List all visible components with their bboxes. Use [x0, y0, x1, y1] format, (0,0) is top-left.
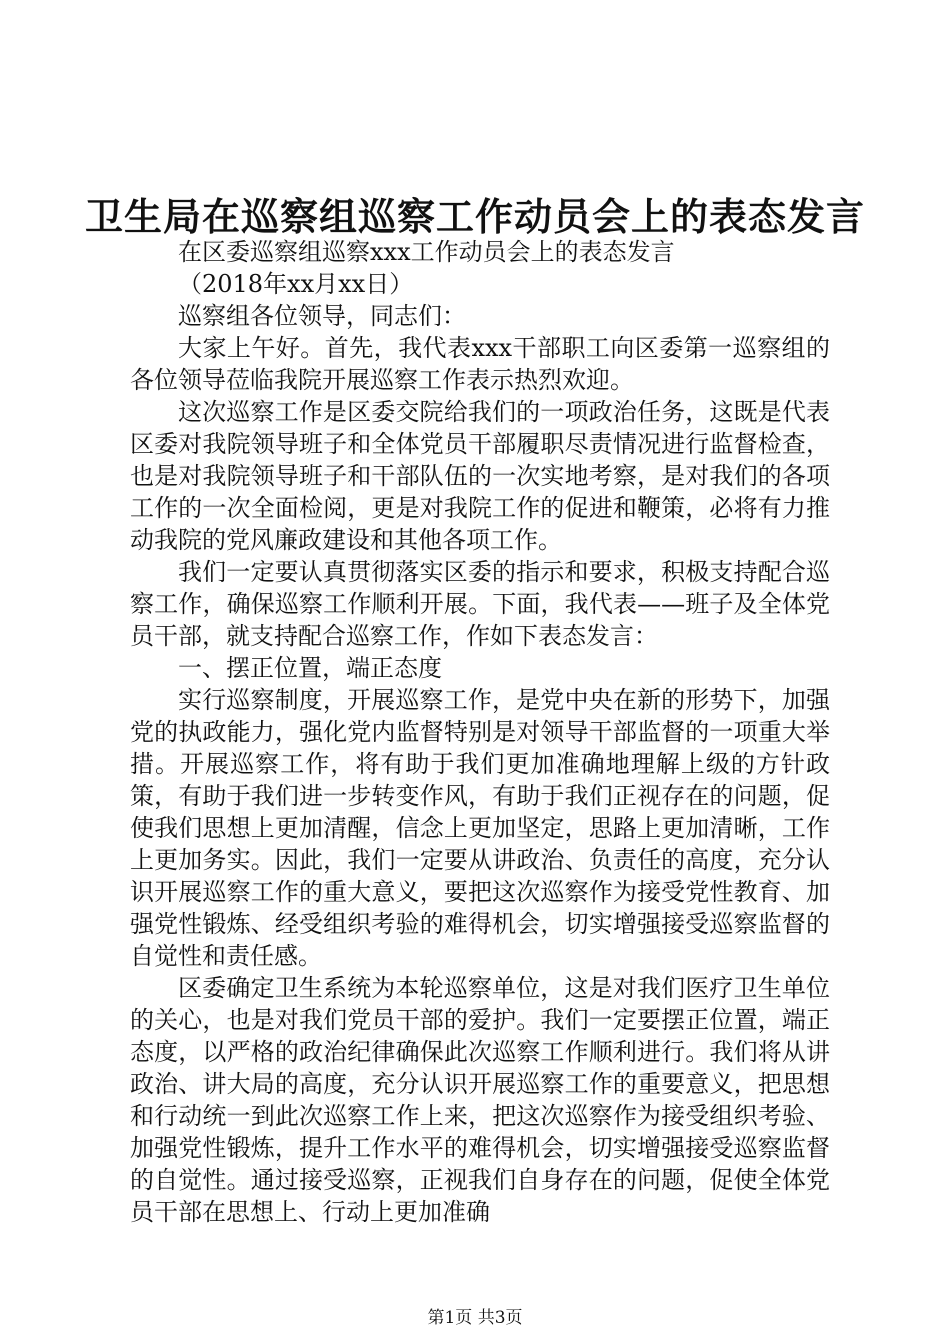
document-title: 卫生局在巡察组巡察工作动员会上的表态发言 [84, 195, 865, 239]
salutation-paragraph: 巡察组各位领导，同志们： [178, 302, 466, 330]
body-paragraph: 实行巡察制度，开展巡察工作，是党中央在新的形势下，加强党的执政能力，强化党内监督特别是对领导干部监督的一项重大举措。开展巡察工作，将有助于我们更加准确地理解上级的方针政策，有助于我们进一步转变作风，有助于我们正视存在的问题，促使我们思想上更加清醒，信念上更加坚定，思路上更加清晰，工作上更加务实。因此，我们一定要从讲政治、负责任的高度，充分认识开展巡察工作的重大意义，要把这次巡察作为接受党性教育、加强党性锻炼、经受组织考验的难得机会，切实增强接受巡察监督的自觉性和责任感。 [130, 686, 830, 970]
section-heading: 一、摆正位置，端正态度 [178, 654, 442, 682]
body-paragraph: 这次巡察工作是区委交院给我们的一项政治任务，这既是代表区委对我院领导班子和全体党员干部履职尽责情况进行监督检查，也是对我院领导班子和干部队伍的一次实地考察，是对我们的各项工作的一次全面检阅，更是对我院工作的促进和鞭策，必将有力推动我院的党风廉政建设和其他各项工作。 [130, 398, 830, 554]
body-paragraph: 我们一定要认真贯彻落实区委的指示和要求，积极支持配合巡察工作，确保巡察工作顺利开展。下面，我代表——班子及全体党员干部，就支持配合巡察工作，作如下表态发言： [130, 558, 830, 650]
document-body [130, 236, 830, 1228]
subtitle-paragraph: 在区委巡察组巡察xxx工作动员会上的表态发言 [178, 238, 675, 266]
page-number-footer: 第1页 共3页 [427, 1308, 523, 1328]
body-paragraph: 区委确定卫生系统为本轮巡察单位，这是对我们医疗卫生单位的关心，也是对我们党员干部的爱护。我们一定要摆正位置，端正态度，以严格的政治纪律确保此次巡察工作顺利进行。我们将从讲政治、讲大局的高度，充分认识开展巡察工作的重要意义，把思想和行动统一到此次巡察工作上来，把这次巡察作为接受组织考验、加强党性锻炼，提升工作水平的难得机会，切实增强接受巡察监督的自觉性。通过接受巡察，正视我们自身存在的问题，促使全体党员干部在思想上、行动上更加准确 [130, 974, 830, 1226]
body-paragraph: 大家上午好。首先，我代表xxx干部职工向区委第一巡察组的各位领导莅临我院开展巡察工作表示热烈欢迎。 [130, 334, 830, 394]
date-paragraph: （2018年xx月xx日） [178, 270, 414, 298]
